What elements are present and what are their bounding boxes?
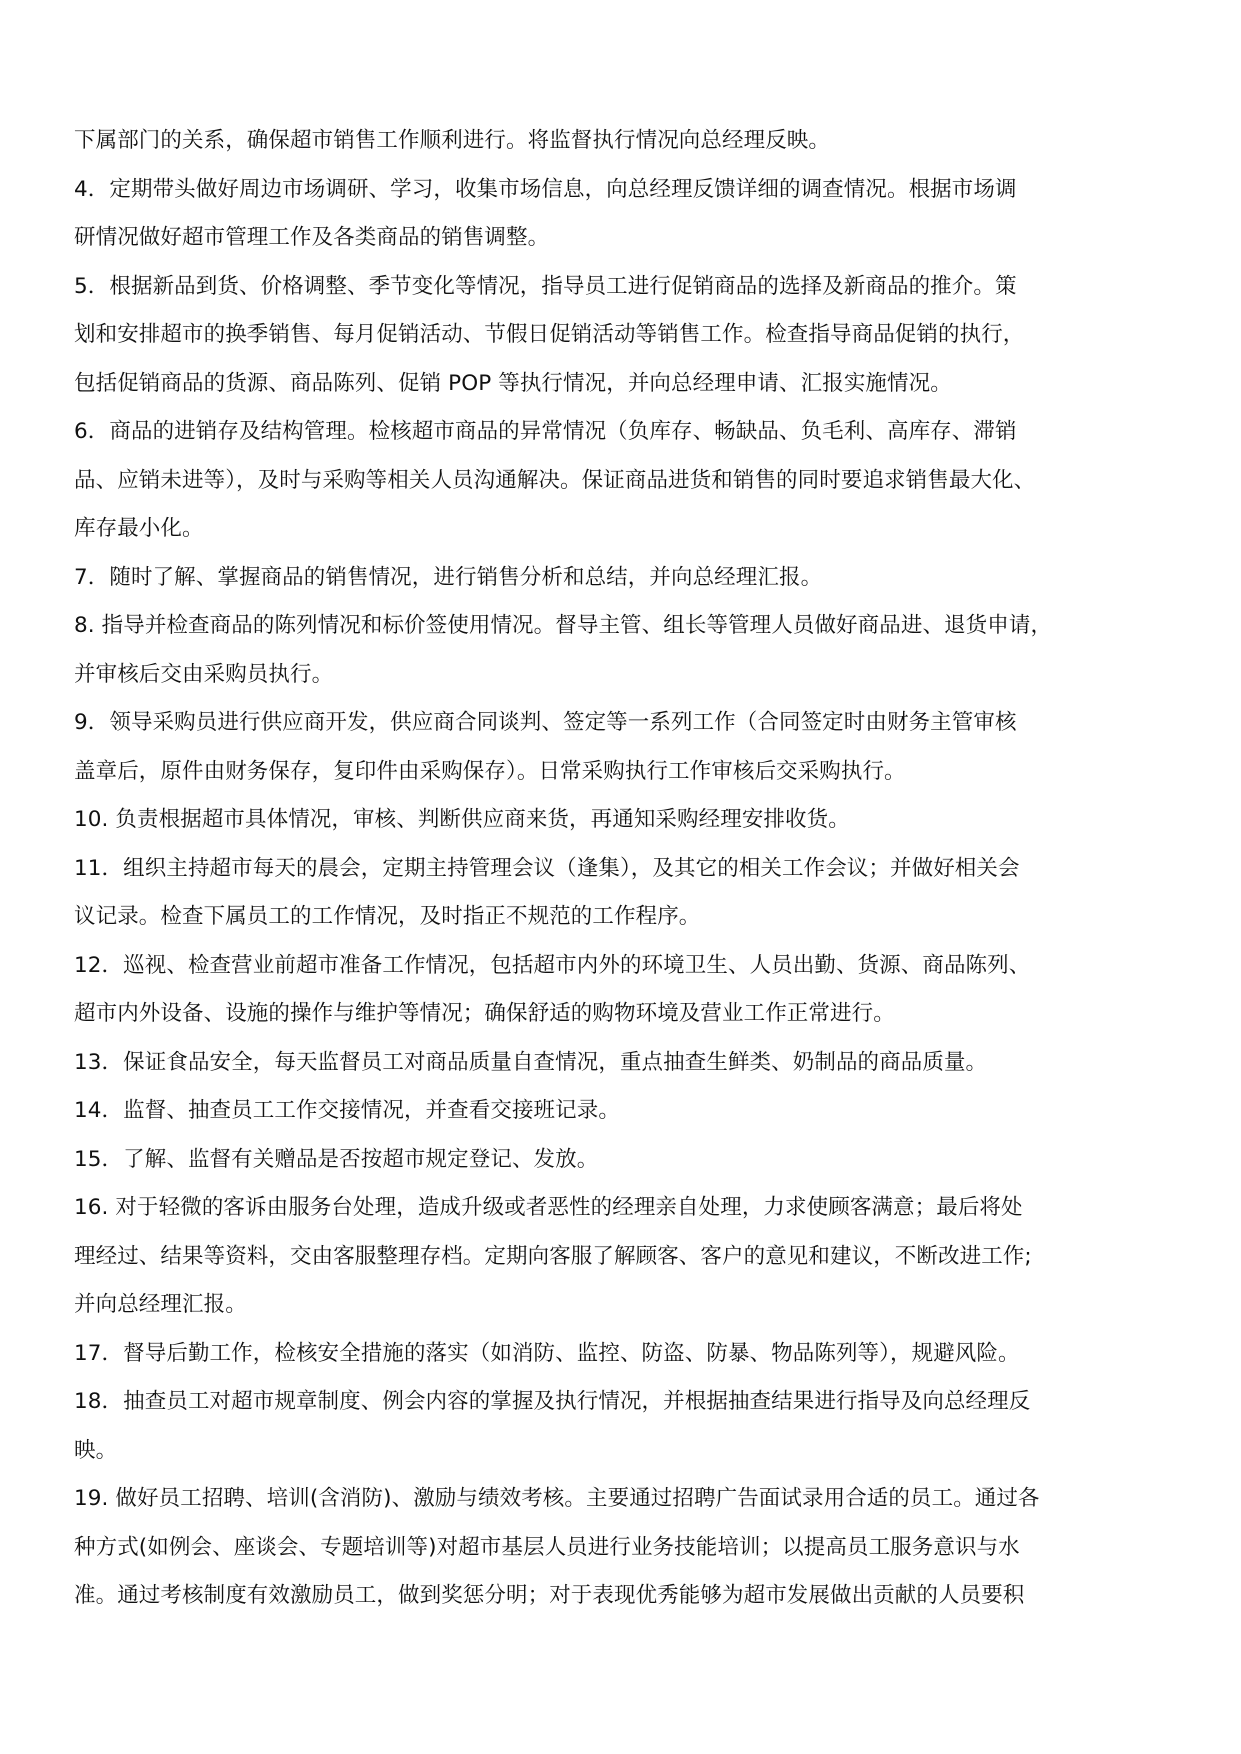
text-line: 14．监督、抽查员工工作交接情况，并查看交接班记录。 (74, 1098, 620, 1123)
text-line: 18．抽查员工对超市规章制度、例会内容的掌握及执行情况，并根据抽查结果进行指导及向总经理反 (74, 1389, 1031, 1414)
text-line: 库存最小化。 (74, 516, 204, 541)
text-line: 并向总经理汇报。 (74, 1292, 247, 1317)
text-line: 7．随时了解、掌握商品的销售情况，进行销售分析和总结，并向总经理汇报。 (74, 564, 823, 590)
text-line: 盖章后，原件由财务保存，复印件由采购保存）。日常采购执行工作审核后交采购执行。 (74, 758, 906, 784)
text-line: 种方式(如例会、座谈会、专题培训等)对超市基层人员进行业务技能培训；以提高员工服务意识与水 (74, 1534, 1020, 1560)
text-line: 4．定期带头做好周边市场调研、学习，收集市场信息，向总经理反馈详细的调查情况。根据市场调 (74, 176, 1017, 202)
text-line: 16. 对于轻微的客诉由服务台处理，造成升级或者恶性的经理亲自处理，力求使顾客满意；最后将处 (74, 1195, 1023, 1220)
text-line: 12．巡视、检查营业前超市准备工作情况，包括超市内外的环境卫生、人员出勤、货源、商品陈列、 (74, 952, 1031, 978)
text-line: 映。 (74, 1437, 118, 1463)
text-line: 19. 做好员工招聘、培训(含消防)、激励与绩效考核。主要通过招聘广告面试录用合适的员工。通过各 (74, 1486, 1040, 1511)
text-line: 超市内外设备、设施的操作与维护等情况；确保舒适的购物环境及营业工作正常进行。 (74, 1001, 895, 1026)
text-line: 11．组织主持超市每天的晨会，定期主持管理会议（逢集），及其它的相关工作会议；并做好相关会 (74, 855, 1020, 881)
text-line: 9．领导采购员进行供应商开发，供应商合同谈判、签定等一系列工作（合同签定时由财务主管审核 (74, 710, 1017, 735)
text-line: 研情况做好超市管理工作及各类商品的销售调整。 (74, 225, 550, 250)
text-line: 5．根据新品到货、价格调整、季节变化等情况，指导员工进行促销商品的选择及新商品的推介。策 (74, 273, 1017, 299)
text-line: 10. 负责根据超市具体情况，审核、判断供应商来货，再通知采购经理安排收货。 (74, 807, 850, 832)
text-line: 理经过、结果等资料，交由客服整理存档。定期向客服了解顾客、客户的意见和建议，不断改进工作; (74, 1243, 1032, 1269)
text-line: 6．商品的进销存及结构管理。检核超市商品的异常情况（负库存、畅缺品、负毛利、高库存、滞销 (74, 419, 1017, 444)
document-body (74, 121, 1172, 1625)
text-line: 品、应销未进等），及时与采购等相关人员沟通解决。保证商品进货和销售的同时要追求销售最大化、 (74, 467, 1036, 493)
text-line: 8. 指导并检查商品的陈列情况和标价签使用情况。督导主管、组长等管理人员做好商品进、退货申请， (74, 613, 1053, 638)
text-line: 划和安排超市的换季销售、每月促销活动、节假日促销活动等销售工作。检查指导商品促销的执行， (74, 322, 1025, 347)
text-line: 15．了解、监督有关赠品是否按超市规定登记、发放。 (74, 1146, 599, 1172)
text-line: 包括促销商品的货源、商品陈列、促销 POP 等执行情况，并向总经理申请、汇报实施情况。 (74, 370, 952, 396)
text-line: 下属部门的关系，确保超市销售工作顺利进行。将监督执行情况向总经理反映。 (74, 128, 831, 153)
text-line: 13．保证食品安全，每天监督员工对商品质量自查情况，重点抽查生鲜类、奶制品的商品质量。 (74, 1049, 988, 1075)
text-line: 准。通过考核制度有效激励员工，做到奖惩分明；对于表现优秀能够为超市发展做出贡献的人员要积 (74, 1583, 1025, 1608)
text-line: 17．督导后勤工作，检核安全措施的落实（如消防、监控、防盗、防暴、物品陈列等），规避风险。 (74, 1340, 1020, 1366)
text-line: 议记录。检查下属员工的工作情况，及时指正不规范的工作程序。 (74, 904, 701, 929)
text-line: 并审核后交由采购员执行。 (74, 661, 334, 687)
